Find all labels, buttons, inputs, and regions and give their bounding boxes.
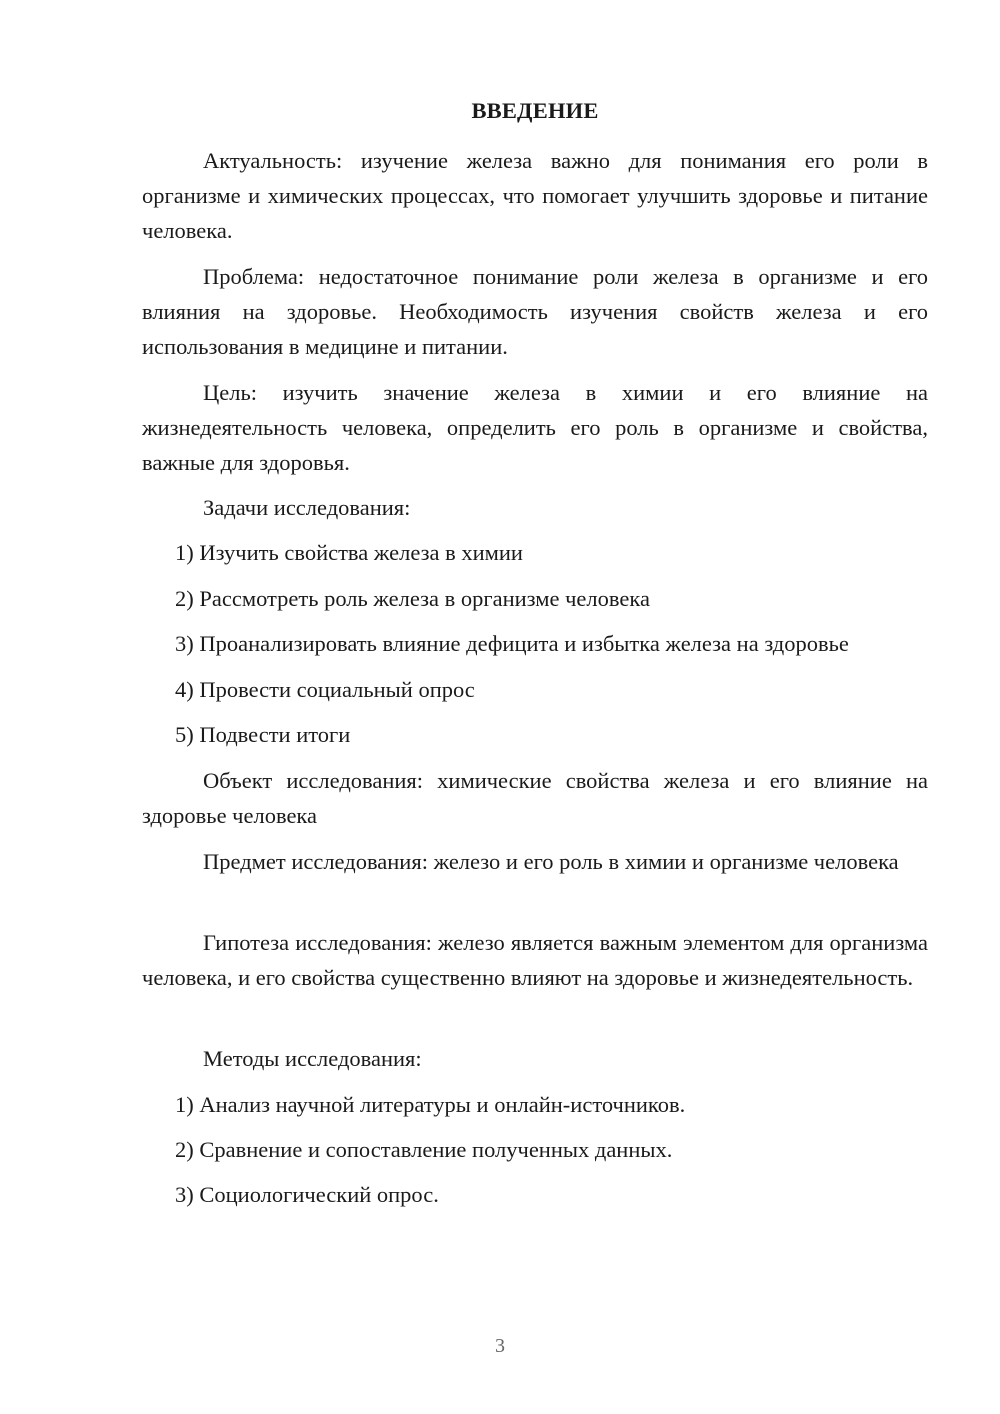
relevance-paragraph: Актуальность: изучение железа важно для понимания его роли в организме и химических процессах, что помогает улучшить здоровье и питание человека.	[142, 148, 928, 243]
goal-paragraph: Цель: изучить значение железа в химии и его влияние на жизнедеятельность человека, определить его роль в организме и свойства, важные для здоровья.	[142, 380, 928, 475]
method-item: 3) Социологический опрос.	[175, 1182, 439, 1207]
page-number: 3	[495, 1335, 505, 1357]
object-paragraph: Объект исследования: химические свойства железа и его влияние на здоровье человека	[142, 768, 928, 828]
task-item: 2) Рассмотреть роль железа в организме человека	[175, 586, 650, 611]
task-item: 1) Изучить свойства железа в химии	[175, 540, 523, 565]
subject-paragraph: Предмет исследования: железо и его роль в химии и организме человека	[203, 849, 899, 874]
hypothesis-paragraph: Гипотеза исследования: железо является важным элементом для организма человека, и его свойства существенно влияют на здоровье и жизнедеятельность.	[142, 930, 928, 990]
method-item: 2) Сравнение и сопоставление полученных данных.	[175, 1137, 673, 1162]
tasks-heading: Задачи исследования:	[203, 495, 411, 520]
page-title: ВВЕДЕНИЕ	[471, 98, 599, 123]
problem-paragraph: Проблема: недостаточное понимание роли железа в организме и его влияния на здоровье. Необходимость изучения свойств железа и его использования в медицине и питании.	[142, 264, 928, 359]
task-item: 5) Подвести итоги	[175, 722, 351, 747]
task-item: 3) Проанализировать влияние дефицита и избытка железа на здоровье	[175, 631, 849, 656]
task-item: 4) Провести социальный опрос	[175, 677, 475, 702]
method-item: 1) Анализ научной литературы и онлайн-источников.	[175, 1092, 686, 1117]
methods-heading: Методы исследования:	[203, 1046, 422, 1071]
